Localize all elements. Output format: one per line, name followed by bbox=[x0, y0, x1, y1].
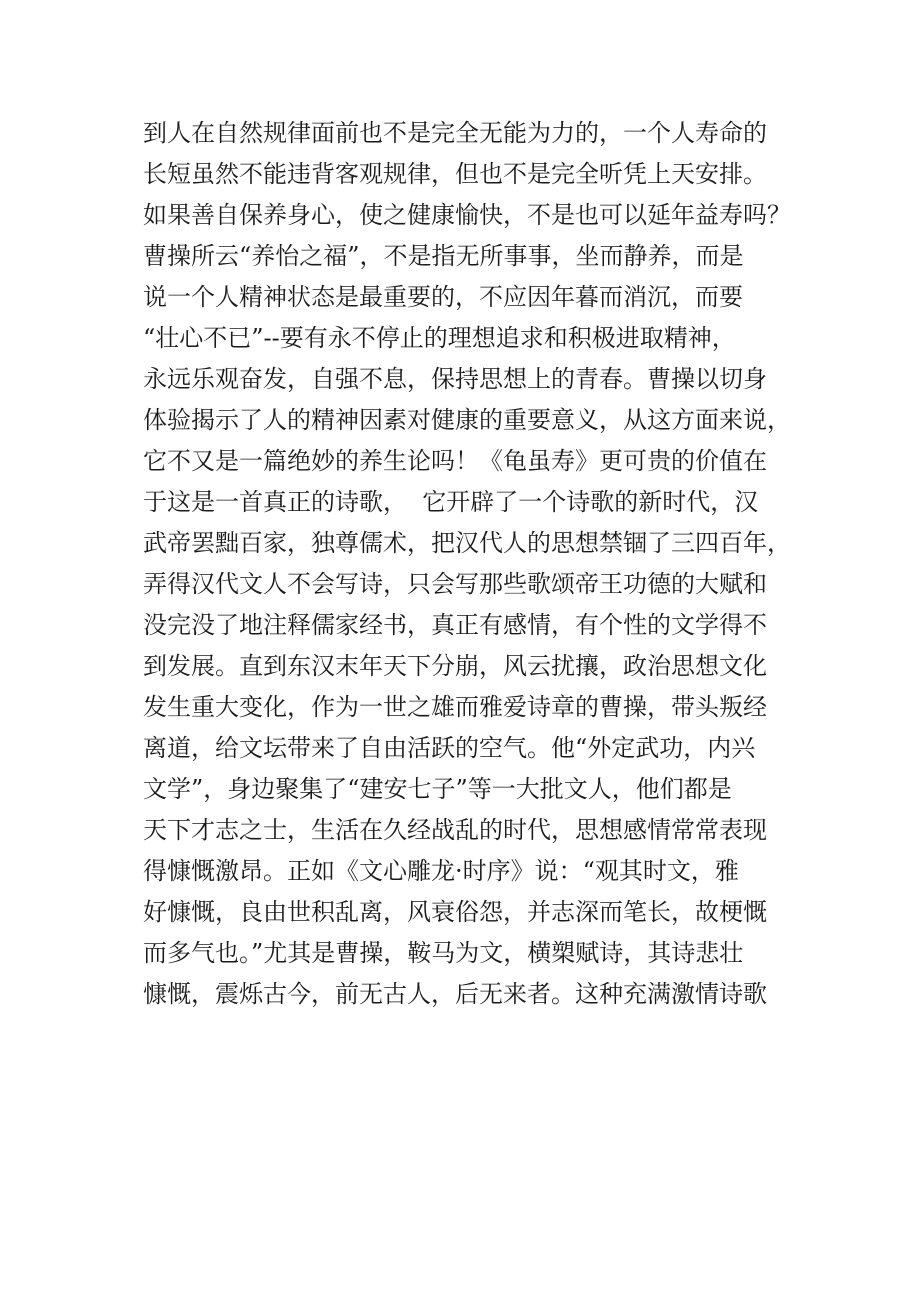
text-line: 发生重大变化，作为一世之雄而雅爱诗章的曹操，带头叛经 bbox=[143, 693, 767, 721]
text-line: 它不又是一篇绝妙的养生论吗！《龟虽寿》更可贵的价值在 bbox=[143, 447, 767, 475]
text-line: 天下才志之士，生活在久经战乱的时代，思想感情常常表现 bbox=[143, 816, 767, 844]
text-line: 文学”，身边聚集了“建安七子”等一大批文人，他们都是 bbox=[143, 775, 732, 803]
text-line: 得慷慨激昂。正如《文心雕龙·时序》说：“观其时文，雅 bbox=[143, 857, 739, 885]
text-line: 慷慨，震烁古今，前无古人，后无来者。这种充满激情诗歌 bbox=[143, 980, 767, 1008]
text-line: 体验揭示了人的精神因素对健康的重要意义，从这方面来说， bbox=[143, 406, 791, 434]
text-line: 曹操所云“养怡之福”，不是指无所事事，坐而静养，而是 bbox=[143, 242, 744, 270]
body-text bbox=[143, 113, 791, 1015]
text-line: 好慷慨，良由世积乱离，风衰俗怨，并志深而笔长，故梗慨 bbox=[143, 898, 767, 926]
text-line: 而多气也。”尤其是曹操，鞍马为文，横槊赋诗，其诗悲壮 bbox=[143, 939, 744, 967]
text-line: 武帝罢黜百家，独尊儒术，把汉代人的思想禁锢了三四百年， bbox=[143, 529, 791, 557]
text-line: 如果善自保养身心，使之健康愉快，不是也可以延年益寿吗？ bbox=[143, 201, 791, 229]
text-line: 离道，给文坛带来了自由活跃的空气。他“外定武功，内兴 bbox=[143, 734, 756, 762]
text-line: 弄得汉代文人不会写诗，只会写那些歌颂帝王功德的大赋和 bbox=[143, 570, 767, 598]
text-line: 长短虽然不能违背客观规律，但也不是完全听凭上天安排。 bbox=[143, 160, 767, 188]
text-line: “壮心不已”--要有永不停止的理想追求和积极进取精神， bbox=[143, 324, 736, 352]
text-line: 于这是一首真正的诗歌， 它开辟了一个诗歌的新时代，汉 bbox=[143, 488, 759, 516]
text-line: 没完没了地注释儒家经书，真正有感情，有个性的文学得不 bbox=[143, 611, 767, 639]
text-line: 到发展。直到东汉末年天下分崩，风云扰攘，政治思想文化 bbox=[143, 652, 767, 680]
text-line: 到人在自然规律面前也不是完全无能为力的，一个人寿命的 bbox=[143, 119, 767, 147]
text-line: 永远乐观奋发，自强不息，保持思想上的青春。曹操以切身 bbox=[143, 365, 767, 393]
text-line: 说一个人精神状态是最重要的，不应因年暮而消沉，而要 bbox=[143, 283, 743, 311]
